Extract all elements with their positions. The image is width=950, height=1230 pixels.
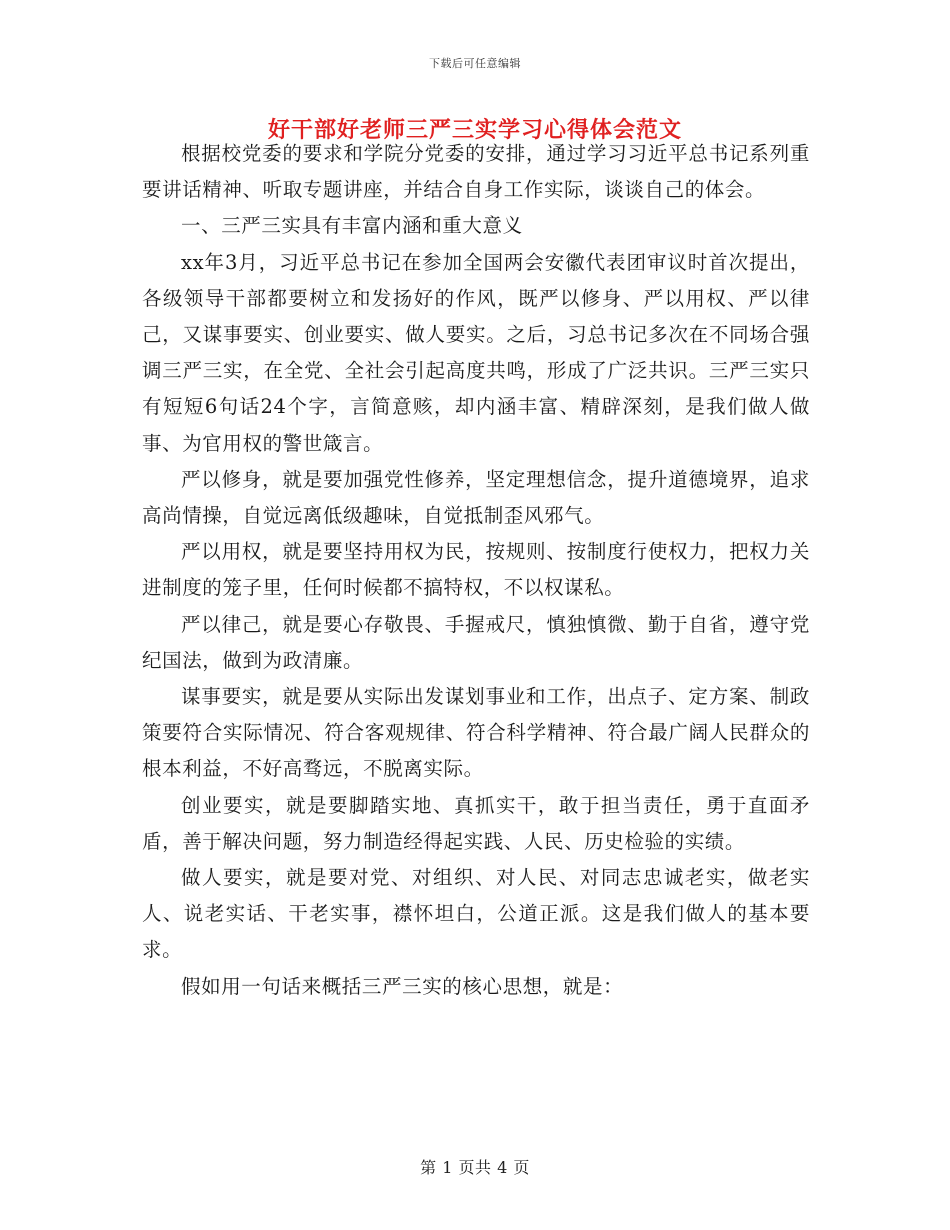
paragraph: 严以律己，就是要心存敬畏、手握戒尺，慎独慎微、勤于自省，遵守党纪国法，做到为政清廉。 xyxy=(142,612,810,672)
paragraph: 假如用一句话来概括三严三实的核心思想，就是： xyxy=(181,974,624,998)
paragraph: 严以修身，就是要加强党性修养，坚定理想信念，提升道德境界，追求高尚情操，自觉远离低级趣味，自觉抵制歪风邪气。 xyxy=(142,467,810,528)
paragraph-intro: 根据校党委的要求和学院分党委的安排，通过学习习近平总书记系列重要讲话精神、听取专题讲座，并结合自身工作实际，谈谈自己的体会。 xyxy=(142,142,810,202)
page-number: 第 1 页共 4 页 xyxy=(420,1158,530,1177)
paragraph: xx年3月，习近平总书记在参加全国两会安徽代表团审议时首次提出，各级领导干部都要树立和发扬好的作风，既严以修身、严以用权、严以律己，又谋事要实、创业要实、做人要实。之后，习总书记多次在不同场合强调三严三实，在全党、全社会引起高度共鸣，形成了广泛共识。三严三实只有短短6句话24个字，言简意赅，却内涵丰富、精辟深刻，是我们做人做事、为官用权的警世箴言。 xyxy=(142,250,810,455)
paragraph: 谋事要实，就是要从实际出发谋划事业和工作，出点子、定方案、制政策要符合实际情况、符合客观规律、符合科学精神、符合最广阔人民群众的根本利益，不好高骛远，不脱离实际。 xyxy=(142,685,810,781)
paragraph: 做人要实，就是要对党、对组织、对人民、对同志忠诚老实，做老实人、说老实话、干老实事，襟怀坦白，公道正派。这是我们做人的基本要求。 xyxy=(142,866,810,962)
document-body xyxy=(142,136,810,1005)
section-heading-1: 一、三严三实具有丰富内涵和重大意义 xyxy=(181,214,523,238)
paragraph: 严以用权，就是要坚持用权为民，按规则、按制度行使权力，把权力关进制度的笼子里，任何时候都不搞特权，不以权谋私。 xyxy=(142,540,810,600)
document-title: 好干部好老师三严三实学习心得体会范文 xyxy=(267,117,682,143)
page-header-note: 下载后可任意编辑 xyxy=(429,57,521,70)
paragraph: 创业要实，就是要脚踏实地、真抓实干，敢于担当责任，勇于直面矛盾，善于解决问题，努力制造经得起实践、人民、历史检验的实绩。 xyxy=(142,793,810,853)
